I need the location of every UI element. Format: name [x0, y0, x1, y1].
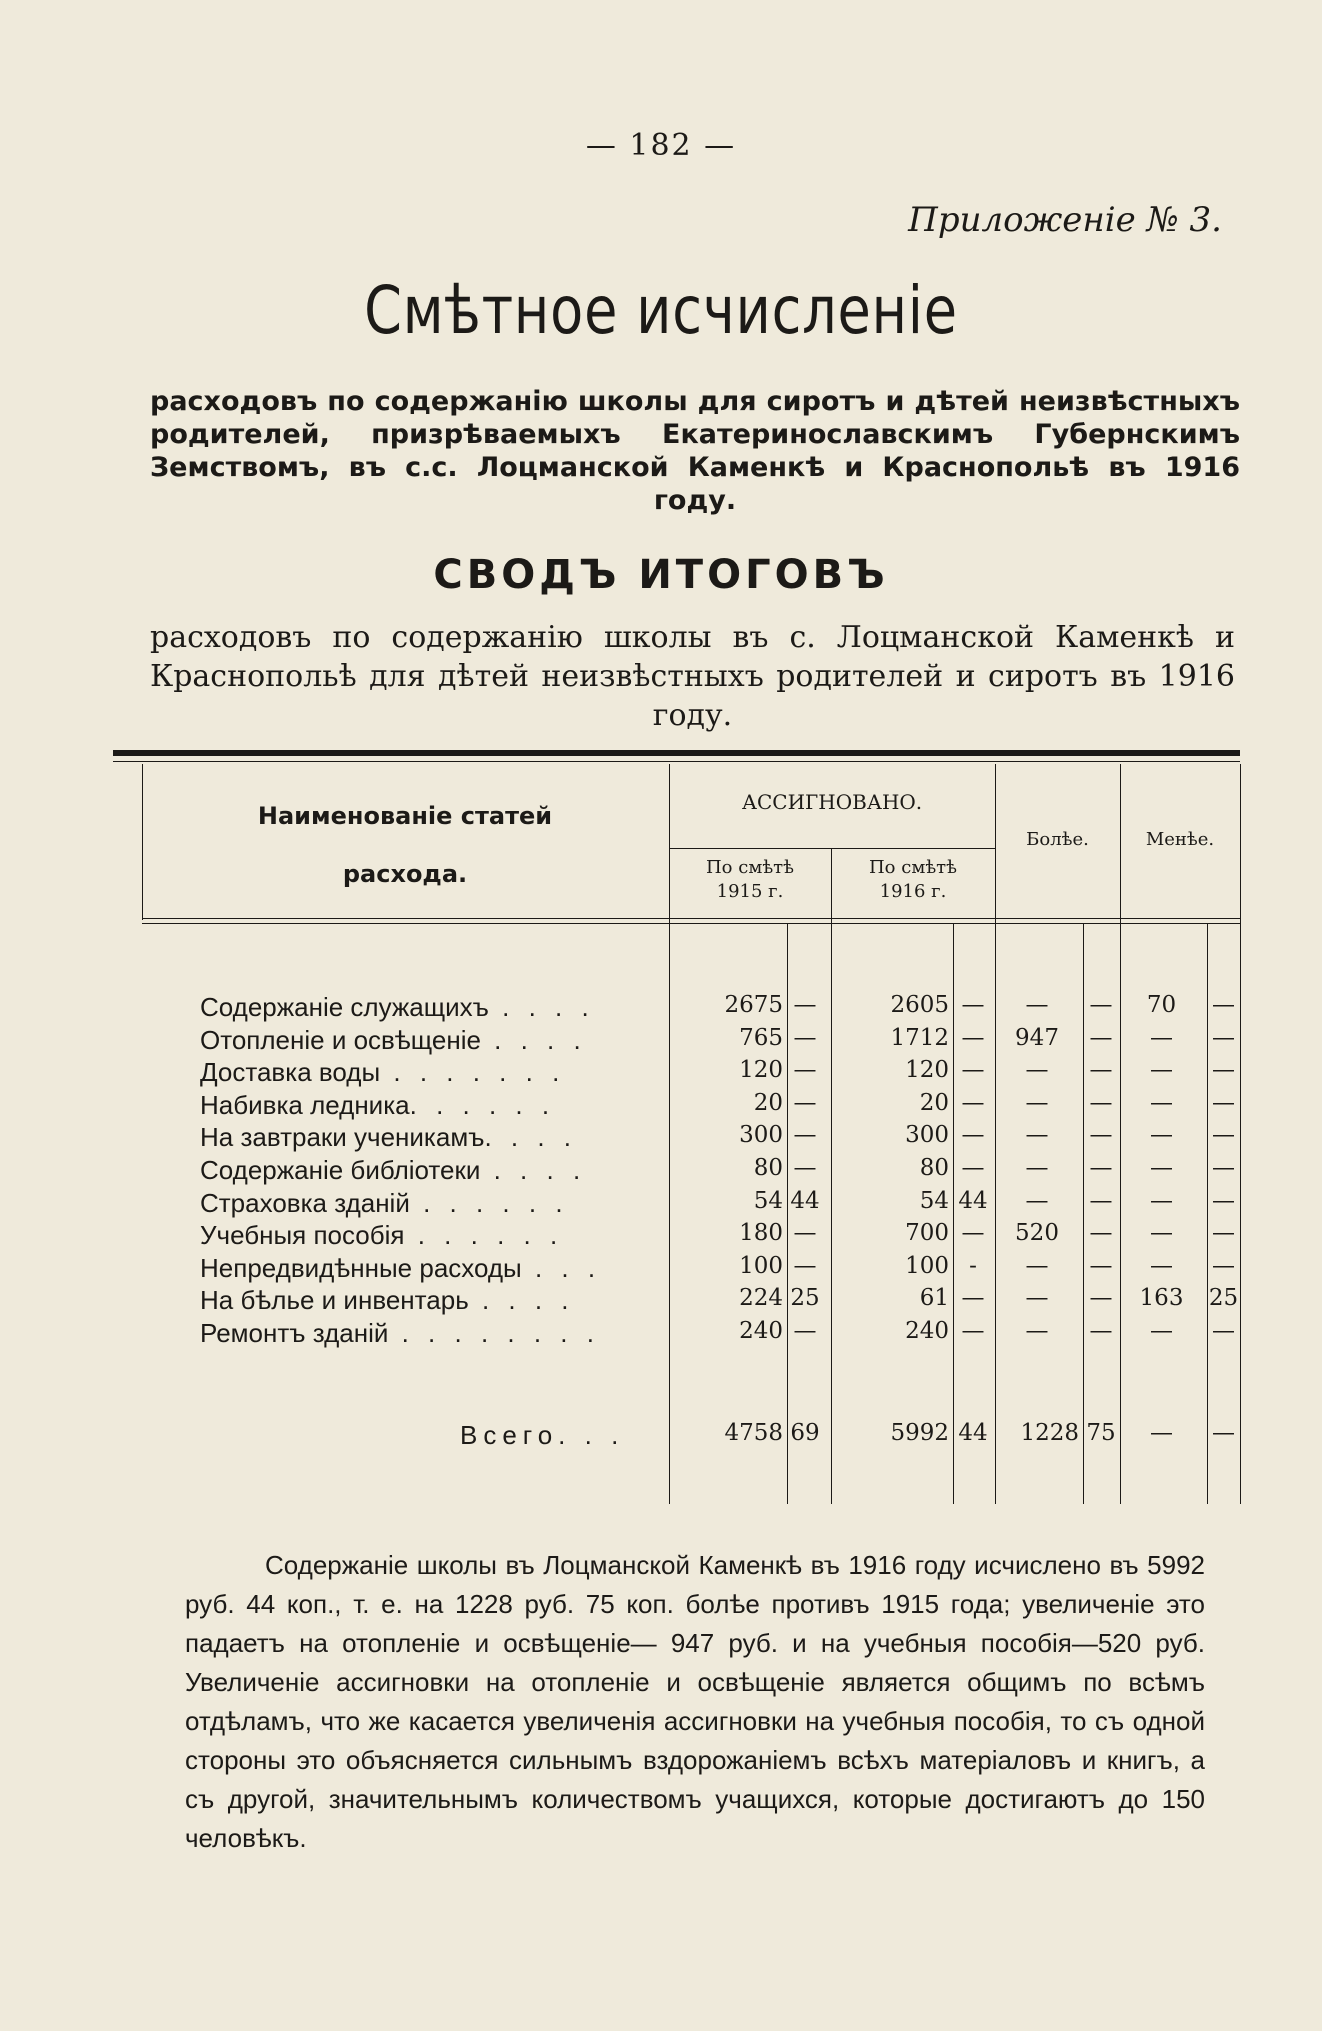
cell-kless: — — [1212, 1089, 1235, 1116]
col-1915-header: По смѣтѣ — [705, 857, 794, 878]
cell-rmore: — — [1025, 1318, 1049, 1344]
row-leader-dots: . . . . — [488, 992, 595, 1022]
summary-subtitle: расходовъ по содержанiю школы въ с. Лоцманской Каменкѣ и Краснопольѣ для дѣтей неизвѣстныхъ родителей и сиротъ въ 1916 году. — [150, 620, 1235, 733]
cell-r1915: 80 — [753, 1155, 783, 1181]
cell-r1915: 180 — [739, 1220, 783, 1247]
col-1916-header-year: 1916 г. — [879, 881, 947, 902]
document-subtitle: расходовъ по содержанiю школы для сиротъ и дѣтей неизвѣстныхъ родителей, призрѣваемыхъ Екатеринославскимъ Губернскимъ Земствомъ, въ с.с. Лоцманской Каменкѣ и Краснопольѣ въ 1916 году. — [150, 386, 1240, 516]
row-label — [200, 1057, 660, 1088]
cell-k1916: — — [961, 1122, 985, 1149]
row-leader-dots: . . . . . . . — [380, 1057, 566, 1088]
cell-rless: — — [1150, 1024, 1173, 1051]
cell-k1915: — — [793, 1318, 817, 1344]
cell-k1916: — — [961, 1285, 985, 1312]
cell-rmore: — — [1025, 1252, 1049, 1279]
cell-rless: — — [1150, 1057, 1173, 1084]
cell-kmore: — — [1089, 1155, 1113, 1181]
cell-kmore: — — [1089, 1057, 1113, 1084]
total-kless: — — [1212, 1420, 1235, 1446]
cell-rmore: — — [1025, 992, 1049, 1018]
row-leader-dots: . . . . . . — [404, 1220, 564, 1251]
cell-rmore: — — [1025, 1122, 1049, 1149]
row-leader-dots: . . . . . . — [409, 1187, 569, 1218]
total-r1916: 5992 — [890, 1420, 949, 1446]
explanatory-paragraph: Содержанiе школы въ Лоцманской Каменкѣ въ 1916 году исчислено въ 5992 руб. 44 коп., т. е. на 1228 руб. 75 коп. болѣе противъ 1915 года; увеличенiе это падаетъ на отопленiе и освѣщенiе— 947 руб. и на учебныя пособiя—520 руб. Увеличенiе ассигновки на отопленiе и освѣщенiе является общимъ по всѣмъ отдѣламъ, что же касается увеличенiя ассигновки на учебныя пособiя, то съ одной стороны это объясняется сильнымъ вздорожанiемъ всѣхъ матерiаловъ и книгъ, а съ другой, значительнымъ количествомъ учащихся, которые достигаютъ до 150 человѣкъ. — [185, 1550, 1205, 1853]
cell-kless: — — [1212, 1220, 1235, 1247]
cell-rmore: — — [1025, 1285, 1049, 1312]
cell-kless: — — [1212, 1252, 1235, 1279]
cell-r1915: 20 — [753, 1089, 783, 1116]
cell-rless: — — [1150, 1187, 1173, 1214]
cell-kmore: — — [1089, 1318, 1113, 1344]
cell-kless: — — [1212, 1155, 1235, 1181]
table-row — [0, 1122, 1322, 1154]
row-leader-dots: . . . . . . . . — [388, 1318, 600, 1348]
row-label-text: Страховка зданiй — [200, 1187, 410, 1218]
col-name-header-line2: расхода. — [342, 860, 468, 888]
row-label — [200, 1025, 660, 1056]
table-top-rule-thin — [113, 761, 1240, 762]
cell-kmore: — — [1089, 992, 1113, 1018]
row-label-text: Доставка воды — [200, 1057, 381, 1088]
col-1915-header-year: 1915 г. — [716, 881, 784, 902]
row-leader-dots: . . . . — [480, 1024, 587, 1055]
cell-kmore: — — [1089, 1220, 1113, 1247]
table-row — [0, 1025, 1322, 1057]
row-label — [200, 1090, 660, 1121]
row-label-text: На бѣлье и инвентарь — [200, 1285, 469, 1316]
cell-k1916: — — [961, 992, 985, 1018]
cell-rless: — — [1150, 1318, 1173, 1344]
cell-r1915: 54 — [753, 1187, 783, 1214]
cell-k1915: — — [793, 1089, 817, 1116]
cell-k1916: — — [961, 1318, 985, 1344]
cell-rmore: 947 — [1015, 1024, 1059, 1051]
total-label: Всего. . . — [460, 1420, 625, 1450]
cell-k1916: — — [961, 1220, 985, 1247]
row-label-text: Содержанiе библiотеки — [200, 1155, 481, 1185]
cell-k1915: — — [793, 1057, 817, 1084]
cell-rmore: 520 — [1015, 1220, 1059, 1247]
row-label-text: Учебныя пособiя — [200, 1220, 405, 1251]
cell-k1915: 44 — [790, 1187, 820, 1214]
table-row — [0, 1220, 1322, 1252]
row-label — [200, 1220, 660, 1251]
row-label — [200, 1122, 660, 1153]
cell-kmore: — — [1089, 1089, 1113, 1116]
cell-r1916: 1712 — [890, 1024, 949, 1051]
cell-rless: — — [1150, 1089, 1173, 1116]
total-k1915: 69 — [790, 1420, 820, 1446]
row-leader-dots: . . . . . . — [409, 1089, 556, 1120]
table-row — [0, 1057, 1322, 1089]
total-rless: — — [1150, 1420, 1173, 1446]
table-top-rule — [113, 750, 1240, 756]
cell-r1915: 100 — [739, 1252, 783, 1279]
vline-0 — [142, 764, 143, 920]
total-k1916: 44 — [958, 1420, 988, 1446]
table-row — [0, 992, 1322, 1024]
cell-k1916: — — [961, 1057, 985, 1084]
row-label — [200, 1318, 660, 1349]
row-label-text: Непредвидѣнные расходы — [200, 1252, 522, 1283]
cell-r1915: 2675 — [724, 992, 783, 1018]
row-label — [200, 1188, 660, 1219]
col-assigned-header: АССИГНОВАНО. — [741, 790, 923, 814]
col-name-header: Наименованiе статей — [257, 802, 553, 830]
row-label-text: Набивка ледника — [200, 1089, 410, 1120]
cell-rmore: — — [1025, 1057, 1049, 1084]
cell-r1915: 240 — [739, 1318, 783, 1344]
table-row — [0, 1318, 1322, 1350]
row-label — [200, 992, 660, 1023]
header-bottom-rule-2 — [142, 923, 1240, 924]
cell-rmore: — — [1025, 1155, 1049, 1181]
appendix-label: Приложенiе № 3. — [908, 200, 1222, 240]
cell-r1916: 2605 — [890, 992, 949, 1018]
cell-k1916: 44 — [958, 1187, 988, 1214]
total-row — [0, 1420, 1322, 1454]
cell-kmore: — — [1089, 1122, 1113, 1149]
table-row — [0, 1155, 1322, 1187]
cell-rless: — — [1150, 1122, 1173, 1149]
row-label — [200, 1253, 660, 1284]
total-kmore: 75 — [1086, 1420, 1116, 1446]
cell-rless: — — [1150, 1252, 1173, 1279]
col-less-header: Менѣе. — [1145, 829, 1215, 850]
cell-kless: — — [1212, 992, 1235, 1018]
row-label-text: На завтраки ученикамъ — [200, 1122, 485, 1153]
cell-r1916: 61 — [919, 1285, 949, 1312]
row-leader-dots: . . . — [521, 1252, 602, 1283]
cell-r1915: 765 — [739, 1024, 783, 1051]
cell-k1915: — — [793, 1252, 817, 1279]
cell-k1916: — — [961, 1155, 985, 1181]
cell-r1916: 120 — [905, 1057, 949, 1084]
cell-r1916: 54 — [919, 1187, 949, 1214]
row-leader-dots: . . . . — [480, 1155, 587, 1185]
cell-kmore: — — [1089, 1187, 1113, 1214]
cell-k1915: — — [793, 1155, 817, 1181]
table-row — [0, 1253, 1322, 1285]
table-row — [0, 1188, 1322, 1220]
cell-kless: — — [1212, 1318, 1235, 1344]
cell-k1915: — — [793, 1122, 817, 1149]
cell-r1916: 240 — [905, 1318, 949, 1344]
cell-k1915: 25 — [790, 1285, 820, 1312]
row-label-text: Ремонтъ зданiй — [200, 1318, 389, 1348]
cell-kmore: — — [1089, 1024, 1113, 1051]
col-more-header: Болѣе. — [1026, 829, 1089, 850]
cell-rless: 70 — [1146, 992, 1177, 1018]
total-rmore: 1228 — [1020, 1420, 1079, 1446]
row-leader-dots: . . . . — [468, 1285, 575, 1316]
cell-k1915: — — [793, 1220, 817, 1247]
row-leader-dots: . . . . — [484, 1122, 578, 1153]
cell-r1916: 300 — [905, 1122, 949, 1149]
page-number: — 182 — — [585, 128, 737, 163]
cell-kless: 25 — [1208, 1285, 1239, 1312]
cell-rless: — — [1150, 1220, 1173, 1247]
cell-kless: — — [1212, 1122, 1235, 1149]
col-1916-header: По смѣтѣ — [868, 857, 957, 878]
cell-r1916: 20 — [919, 1089, 949, 1116]
row-label-text: Отопленiе и освѣщенiе — [200, 1024, 481, 1055]
row-label-text: Содержанiе служащихъ — [200, 992, 489, 1022]
assigned-divider — [669, 848, 995, 849]
cell-rmore: — — [1025, 1187, 1049, 1214]
document-title: Смѣтное исчисленiе — [364, 272, 958, 349]
cell-r1916: 700 — [905, 1220, 949, 1247]
cell-kmore: — — [1089, 1285, 1113, 1312]
cell-rless: 163 — [1139, 1285, 1184, 1312]
cell-k1916: — — [961, 1024, 985, 1051]
cell-k1915: — — [793, 992, 817, 1018]
cell-k1916: — — [961, 1089, 985, 1116]
table-row — [0, 1090, 1322, 1122]
cell-k1915: — — [793, 1024, 817, 1051]
cell-rmore: — — [1025, 1089, 1049, 1116]
cell-kless: — — [1212, 1024, 1235, 1051]
header-bottom-rule — [142, 918, 1240, 919]
table-row — [0, 1285, 1322, 1317]
row-label — [200, 1155, 660, 1186]
cell-r1915: 300 — [739, 1122, 783, 1149]
cell-kmore: — — [1089, 1252, 1113, 1279]
total-r1915: 4758 — [724, 1420, 783, 1446]
cell-r1915: 120 — [739, 1057, 783, 1084]
cell-rless: — — [1150, 1155, 1173, 1181]
row-label — [200, 1285, 660, 1316]
cell-k1916: - — [969, 1252, 977, 1279]
cell-r1916: 80 — [919, 1155, 949, 1181]
cell-kless: — — [1212, 1057, 1235, 1084]
cell-kless: — — [1212, 1187, 1235, 1214]
cell-r1916: 100 — [905, 1252, 949, 1279]
cell-r1915: 224 — [739, 1285, 783, 1312]
summary-title: СВОДЪ ИТОГОВЪ — [433, 552, 889, 598]
